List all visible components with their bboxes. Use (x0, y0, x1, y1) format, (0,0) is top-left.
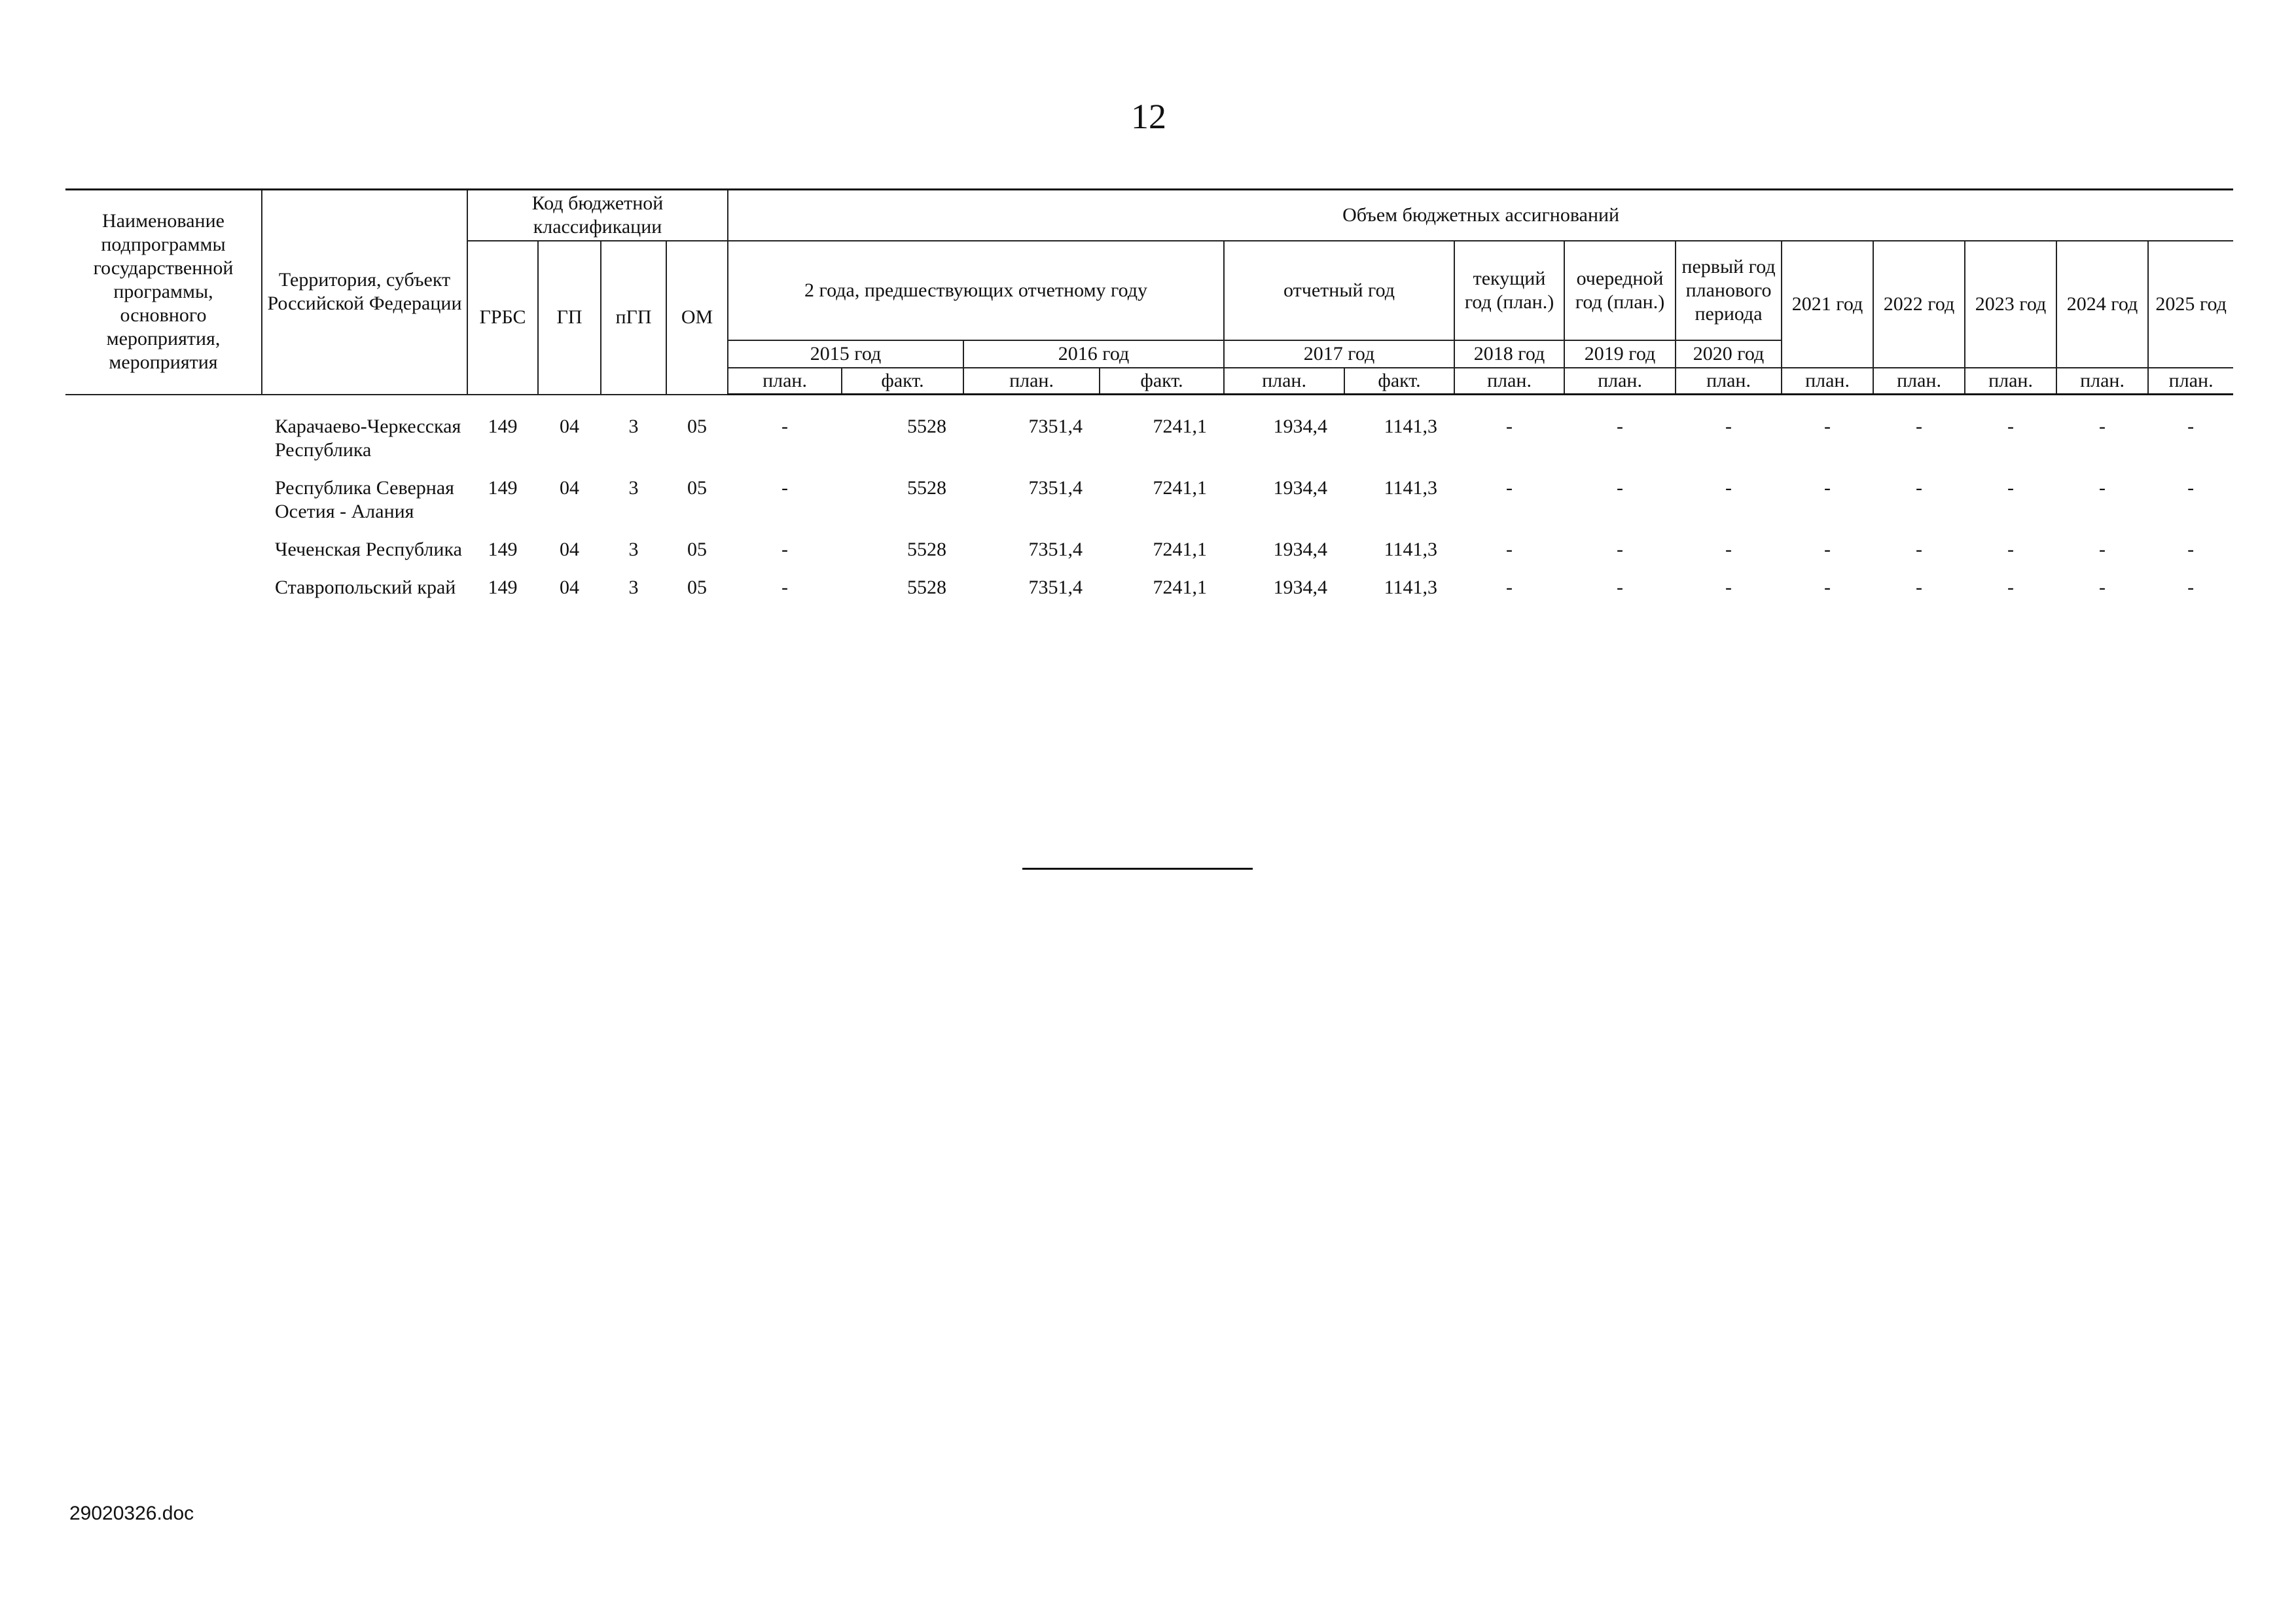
cell-territory: Ставропольский край (275, 577, 456, 598)
header-label-2015: 2015 год (728, 340, 963, 368)
cell-fact-2017: 1141,3 (1384, 477, 1438, 499)
cell-plan-2015: - (781, 477, 789, 499)
cell-plan-2025: - (2187, 477, 2195, 499)
cell-plan-2018: - (1506, 416, 1513, 437)
header-plan-2020: план. (1676, 368, 1782, 395)
header-year-2023: 2023 год (1965, 241, 2056, 368)
cell-pgp: 3 (628, 539, 639, 560)
cell-program-name (65, 538, 262, 576)
cell-om: 05 (687, 477, 708, 499)
cell-plan-2021: - (1824, 539, 1831, 560)
cell-plan-2019: - (1617, 477, 1624, 499)
cell-grbs: 149 (488, 477, 518, 499)
header-year-2022: 2022 год (1873, 241, 1965, 368)
cell-plan-2022: - (1916, 577, 1923, 598)
cell-plan-2019: - (1617, 416, 1624, 437)
cell-gp: 04 (560, 539, 579, 560)
header-plan-2023: план. (1965, 368, 2056, 395)
header-plan-2025: план. (2148, 368, 2233, 395)
table-row (65, 576, 2233, 614)
header-label-2020: 2020 год (1676, 340, 1782, 368)
cell-plan-2015: - (781, 416, 789, 437)
cell-plan-2018: - (1506, 539, 1513, 560)
cell-grbs: 149 (488, 539, 518, 560)
header-current-year: текущий год (план.) (1454, 241, 1564, 340)
cell-plan-2023: - (2007, 577, 2015, 598)
cell-gp: 04 (560, 477, 579, 499)
header-budget-code-group: Код бюджетной классификации (467, 190, 728, 241)
cell-om: 05 (687, 539, 708, 560)
cell-fact-2016: 7241,1 (1153, 577, 1208, 598)
cell-plan-2024: - (2099, 477, 2106, 499)
cell-plan-2025: - (2187, 577, 2195, 598)
table-row (65, 538, 2233, 576)
cell-grbs: 149 (488, 416, 518, 437)
header-plan-2017: план. (1224, 368, 1344, 395)
cell-plan-2019: - (1617, 539, 1624, 560)
cell-fact-2017: 1141,3 (1384, 416, 1438, 437)
cell-plan-2017: 1934,4 (1273, 477, 1328, 499)
header-name-column: Наименование подпрограммы государственной программы, основного мероприятия, мероприятия (65, 190, 262, 395)
cell-plan-2016: 7351,4 (1028, 577, 1083, 598)
cell-grbs: 149 (488, 577, 518, 598)
header-fact-2016: факт. (1100, 368, 1224, 395)
header-plan-2016: план. (963, 368, 1100, 395)
document-id: 29020326.doc (69, 1503, 194, 1524)
header-plan-2022: план. (1873, 368, 1965, 395)
cell-plan-2020: - (1725, 477, 1732, 499)
cell-plan-2017: 1934,4 (1273, 539, 1328, 560)
cell-plan-2021: - (1824, 416, 1831, 437)
budget-allocations-table (65, 188, 2233, 614)
cell-plan-2024: - (2099, 577, 2106, 598)
cell-plan-2020: - (1725, 577, 1732, 598)
closing-divider (1022, 868, 1253, 870)
header-plan-2019: план. (1564, 368, 1676, 395)
header-label-2018: 2018 год (1454, 340, 1564, 368)
cell-fact-2015: 5528 (907, 477, 947, 499)
header-row-1 (65, 190, 2233, 241)
cell-territory: Чеченская Республика (275, 539, 462, 560)
cell-fact-2017: 1141,3 (1384, 577, 1438, 598)
cell-plan-2015: - (781, 577, 789, 598)
header-year-2025: 2025 год (2148, 241, 2233, 368)
header-pgp: пГП (601, 241, 666, 395)
cell-plan-2023: - (2007, 477, 2015, 499)
cell-territory: Республика Северная Осетия - Алания (275, 477, 454, 522)
cell-program-name (65, 476, 262, 538)
cell-plan-2025: - (2187, 416, 2195, 437)
cell-program-name (65, 576, 262, 614)
cell-fact-2015: 5528 (907, 577, 947, 598)
table-row (65, 415, 2233, 476)
cell-plan-2018: - (1506, 477, 1513, 499)
header-plan-2015: план. (728, 368, 842, 395)
cell-plan-2016: 7351,4 (1028, 416, 1083, 437)
header-prior-years: 2 года, предшествующих отчетному году (728, 241, 1224, 340)
table-row (65, 476, 2233, 538)
cell-plan-2023: - (2007, 416, 2015, 437)
cell-gp: 04 (560, 577, 579, 598)
header-year-2024: 2024 год (2056, 241, 2148, 368)
header-label-2017: 2017 год (1224, 340, 1454, 368)
cell-fact-2016: 7241,1 (1153, 539, 1208, 560)
cell-plan-2023: - (2007, 539, 2015, 560)
header-om: ОМ (666, 241, 728, 395)
cell-plan-2020: - (1725, 416, 1732, 437)
cell-plan-2021: - (1824, 477, 1831, 499)
page-number: 12 (1131, 97, 1166, 136)
cell-plan-2019: - (1617, 577, 1624, 598)
cell-pgp: 3 (628, 416, 639, 437)
header-gp: ГП (538, 241, 601, 395)
cell-plan-2025: - (2187, 539, 2195, 560)
cell-plan-2016: 7351,4 (1028, 539, 1083, 560)
cell-fact-2017: 1141,3 (1384, 539, 1438, 560)
header-year-2021: 2021 год (1782, 241, 1873, 368)
header-next-year: очередной год (план.) (1564, 241, 1676, 340)
header-territory-column: Территория, субъект Российской Федерации (262, 190, 467, 395)
cell-plan-2021: - (1824, 577, 1831, 598)
cell-plan-2020: - (1725, 539, 1732, 560)
cell-plan-2015: - (781, 539, 789, 560)
cell-program-name (65, 415, 262, 476)
header-plan-2024: план. (2056, 368, 2148, 395)
cell-plan-2022: - (1916, 416, 1923, 437)
header-first-plan-year: первый год планового периода (1676, 241, 1782, 340)
cell-fact-2016: 7241,1 (1153, 477, 1208, 499)
cell-plan-2016: 7351,4 (1028, 477, 1083, 499)
cell-fact-2015: 5528 (907, 539, 947, 560)
header-label-2019: 2019 год (1564, 340, 1676, 368)
header-fact-2017: факт. (1344, 368, 1454, 395)
header-grbs: ГРБС (467, 241, 538, 395)
header-report-year: отчетный год (1224, 241, 1454, 340)
cell-gp: 04 (560, 416, 579, 437)
cell-plan-2018: - (1506, 577, 1513, 598)
cell-fact-2015: 5528 (907, 416, 947, 437)
cell-plan-2017: 1934,4 (1273, 416, 1328, 437)
cell-om: 05 (687, 416, 708, 437)
cell-plan-2022: - (1916, 477, 1923, 499)
header-label-2016: 2016 год (963, 340, 1224, 368)
cell-pgp: 3 (628, 477, 639, 499)
cell-plan-2024: - (2099, 539, 2106, 560)
cell-territory: Карачаево-Черкесская Республика (275, 416, 461, 461)
table-spacer (65, 395, 2233, 416)
header-fact-2015: факт. (842, 368, 963, 395)
cell-plan-2022: - (1916, 539, 1923, 560)
header-volume-group: Объем бюджетных ассигнований (728, 190, 2233, 241)
cell-plan-2017: 1934,4 (1273, 577, 1328, 598)
header-plan-2018: план. (1454, 368, 1564, 395)
header-plan-2021: план. (1782, 368, 1873, 395)
cell-pgp: 3 (628, 577, 639, 598)
cell-om: 05 (687, 577, 708, 598)
cell-fact-2016: 7241,1 (1153, 416, 1208, 437)
cell-plan-2024: - (2099, 416, 2106, 437)
